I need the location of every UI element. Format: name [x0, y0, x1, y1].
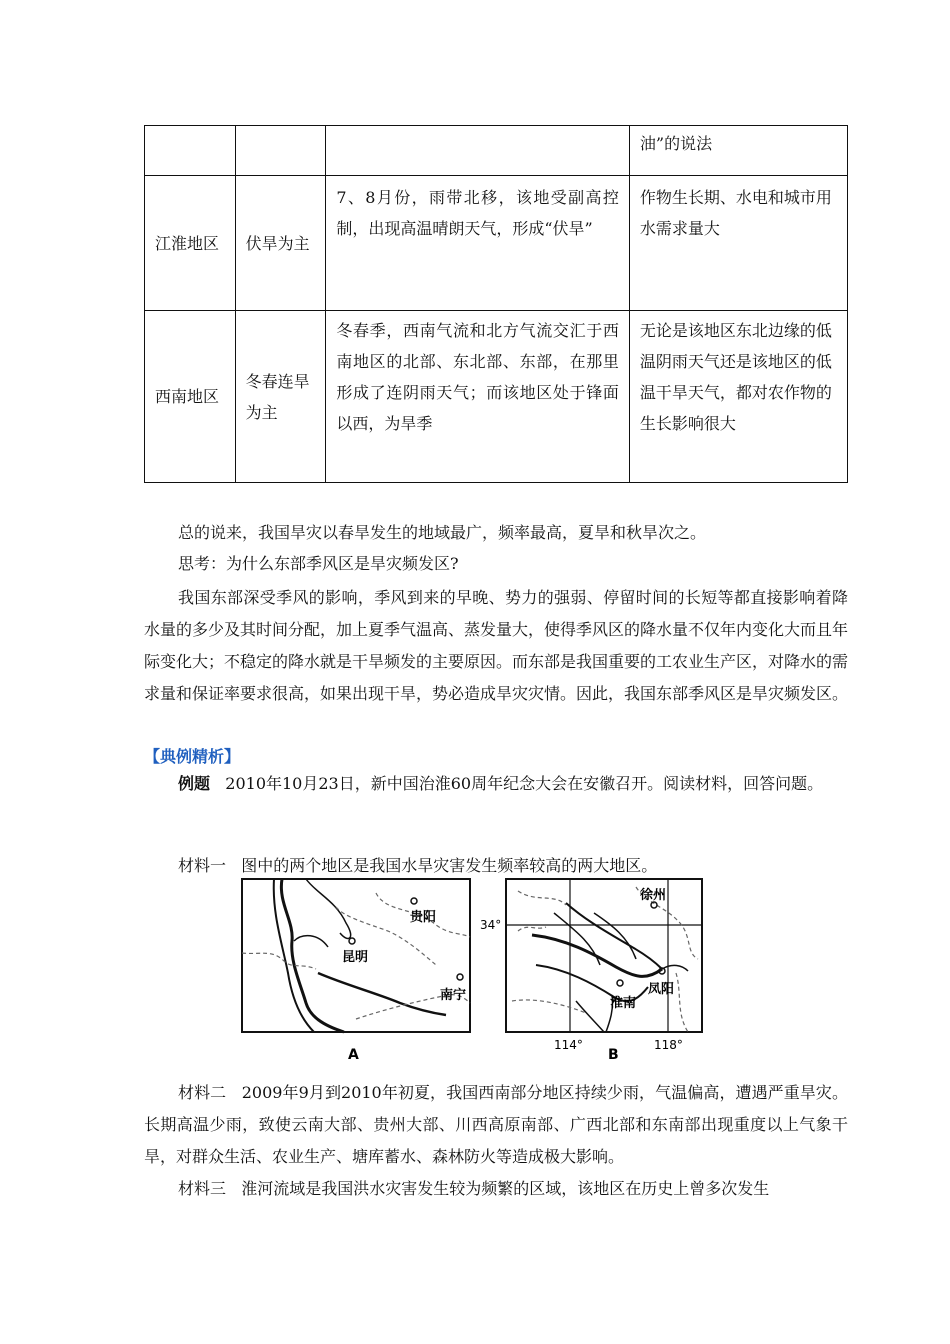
city-label: 徐州 [640, 888, 667, 903]
example-paragraph [144, 767, 848, 801]
city-label: 凤阳 [648, 982, 675, 997]
table-row [145, 311, 848, 483]
material1-label: 材料一 [178, 856, 227, 875]
city-label: 淮南 [610, 996, 637, 1011]
table-cell: 油”的说法 [629, 126, 847, 176]
table-row [145, 126, 848, 176]
map-a [242, 879, 470, 1063]
latitude-label: 34° [480, 918, 502, 932]
region-cell: 西南地区 [145, 311, 236, 483]
drought-type-cell: 伏旱为主 [235, 176, 326, 311]
maps-figure [236, 873, 706, 1073]
example-label: 例题 [178, 774, 211, 793]
drought-type-cell: 冬春连旱为主 [235, 311, 326, 483]
map-b [480, 879, 702, 1063]
material3-label: 材料三 [178, 1179, 227, 1198]
material3-paragraph [144, 1173, 848, 1204]
summary-paragraph: 总的说来，我国旱灾以春旱发生的地域最广，频率最高，夏旱和秋旱次之。 [178, 523, 707, 542]
city-label: 贵阳 [410, 910, 437, 925]
table-cell [145, 126, 236, 176]
question-paragraph: 思考：为什么东部季风区是旱灾频发区? [178, 554, 459, 573]
material1-text: 图中的两个地区是我国水旱灾害发生频率较高的两大地区。 [241, 856, 658, 875]
map-b-label: B [608, 1047, 619, 1063]
table-cell [326, 126, 630, 176]
city-label: 昆明 [342, 950, 369, 965]
table-cell [235, 126, 326, 176]
longitude-label: 114° [554, 1038, 583, 1052]
cause-cell: 7、8月份，雨带北移，该地受副高控制，出现高温晴朗天气，形成“伏旱” [326, 176, 630, 311]
section-title: 【典例精析】 [144, 747, 241, 766]
material2-paragraph [144, 1077, 848, 1173]
city-label: 南宁 [440, 988, 467, 1003]
longitude-label: 118° [654, 1038, 683, 1052]
material3-text: 淮河流域是我国洪水灾害发生较为频繁的区域，该地区在历史上曾多次发生 [241, 1179, 770, 1198]
example-text: 2010年10月23日，新中国治淮60周年纪念大会在安徽召开。阅读材料，回答问题。 [225, 774, 824, 793]
drought-table [144, 125, 848, 483]
answer-paragraph: 我国东部深受季风的影响，季风到来的早晚、势力的强弱、停留时间的长短等都直接影响着降水量的多少及其时间分配，加上夏季气温高、蒸发量大，使得季风区的降水量不仅年内变化大而且年际变化大；不稳定的降水就是干旱频发的主要原因。而东部是我国重要的工农业生产区，对降水的需求量和保证率要求很高，如果出现干旱，势必造成旱灾灾情。因此，我国东部季风区是旱灾频发区。 [144, 588, 849, 703]
material2-label: 材料二 [178, 1083, 227, 1102]
material2-text: 2009年9月到2010年初夏，我国西南部分地区持续少雨，气温偏高，遭遇严重旱灾。长期高温少雨，致使云南大部、贵州大部、川西高原南部、广西北部和东南部出现重度以上气象干旱，对群众生活、农业生产、塘库蓄水、森林防火等造成极大影响。 [144, 1083, 848, 1166]
cause-cell: 冬春季，西南气流和北方气流交汇于西南地区的北部、东北部、东部，在那里形成了连阴雨天气；而该地区处于锋面以西，为旱季 [326, 311, 630, 483]
map-a-label: A [348, 1047, 359, 1063]
impact-cell: 作物生长期、水电和城市用水需求量大 [629, 176, 847, 311]
region-cell: 江淮地区 [145, 176, 236, 311]
table-row [145, 176, 848, 311]
impact-cell: 无论是该地区东北边缘的低温阴雨天气还是该地区的低温干旱天气，都对农作物的生长影响很大 [629, 311, 847, 483]
